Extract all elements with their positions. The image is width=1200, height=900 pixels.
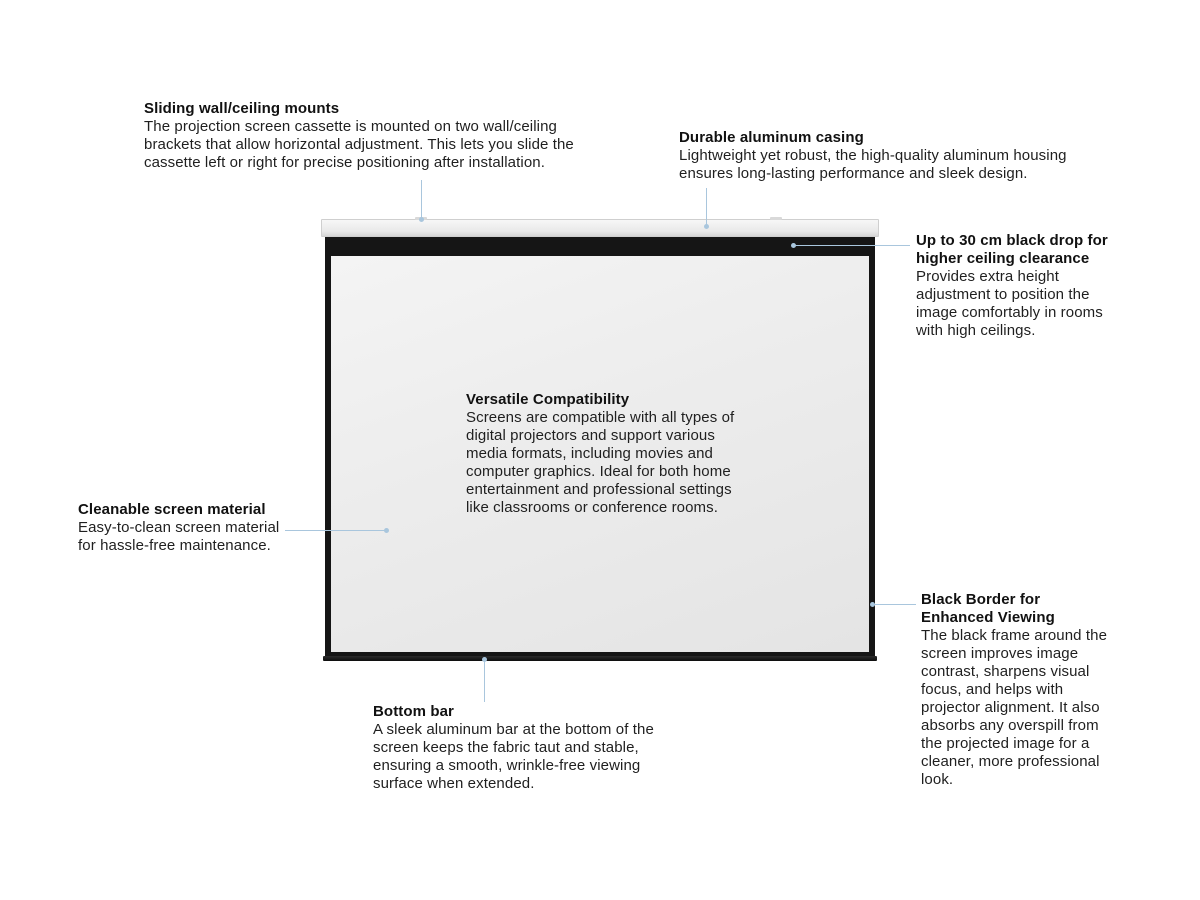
callout-drop <box>916 232 1116 340</box>
callout-border-desc: The black frame around the screen improves image contrast, sharpens visual focus, and helps with projector alignment. It also absorbs any overspill from the projected image for a cleaner, more professional look. <box>921 627 1108 788</box>
leader-line-material <box>285 530 387 531</box>
callout-drop-title: Up to 30 cm black drop for higher ceiling clearance <box>916 232 1108 267</box>
leader-dot-casing <box>704 224 709 229</box>
leader-dot-drop <box>791 243 796 248</box>
callout-bottom <box>373 703 668 793</box>
callout-drop-desc: Provides extra height adjustment to position the image comfortably in rooms with high ceilings. <box>916 268 1103 339</box>
callout-material <box>78 501 293 555</box>
callout-border <box>921 591 1111 789</box>
callout-material-desc: Easy-to-clean screen material for hassle-free maintenance. <box>78 519 280 554</box>
callout-mounts <box>144 100 594 172</box>
callout-bottom-title: Bottom bar <box>373 703 454 720</box>
bottom-bar <box>323 656 877 661</box>
callout-compat-desc: Screens are compatible with all types of digital projectors and support various media formats, including movies and computer graphics. Ideal for both home entertainment and professional settings like classrooms or conference rooms. <box>466 409 735 516</box>
leader-line-drop <box>795 245 910 246</box>
callout-compat-title: Versatile Compatibility <box>466 391 630 408</box>
leader-line-casing <box>706 188 707 226</box>
callout-bottom-desc: A sleek aluminum bar at the bottom of the screen keeps the fabric taut and stable, ensuring a smooth, wrinkle-free viewing surface when extended. <box>373 721 654 792</box>
callout-casing-desc: Lightweight yet robust, the high-quality aluminum housing ensures long-lasting performance and sleek design. <box>679 147 1067 182</box>
callout-casing-title: Durable aluminum casing <box>679 129 864 146</box>
callout-casing <box>679 129 1089 183</box>
leader-dot-bottom <box>482 657 487 662</box>
aluminum-casing <box>321 219 879 237</box>
callout-material-title: Cleanable screen material <box>78 501 266 518</box>
callout-border-title: Black Border for Enhanced Viewing <box>921 591 1055 626</box>
leader-dot-mounts <box>419 217 424 222</box>
leader-dot-border <box>870 602 875 607</box>
callout-mounts-desc: The projection screen cassette is mounted on two wall/ceiling brackets that allow horizontal adjustment. This lets you slide the cassette left or right for precise positioning after installation. <box>144 118 574 171</box>
leader-line-mounts <box>421 180 422 220</box>
leader-line-bottom <box>484 660 485 702</box>
leader-dot-material <box>384 528 389 533</box>
leader-line-border <box>874 604 916 605</box>
callout-mounts-title: Sliding wall/ceiling mounts <box>144 100 340 117</box>
mount-bracket-right <box>770 217 782 220</box>
callout-compat <box>466 391 751 517</box>
